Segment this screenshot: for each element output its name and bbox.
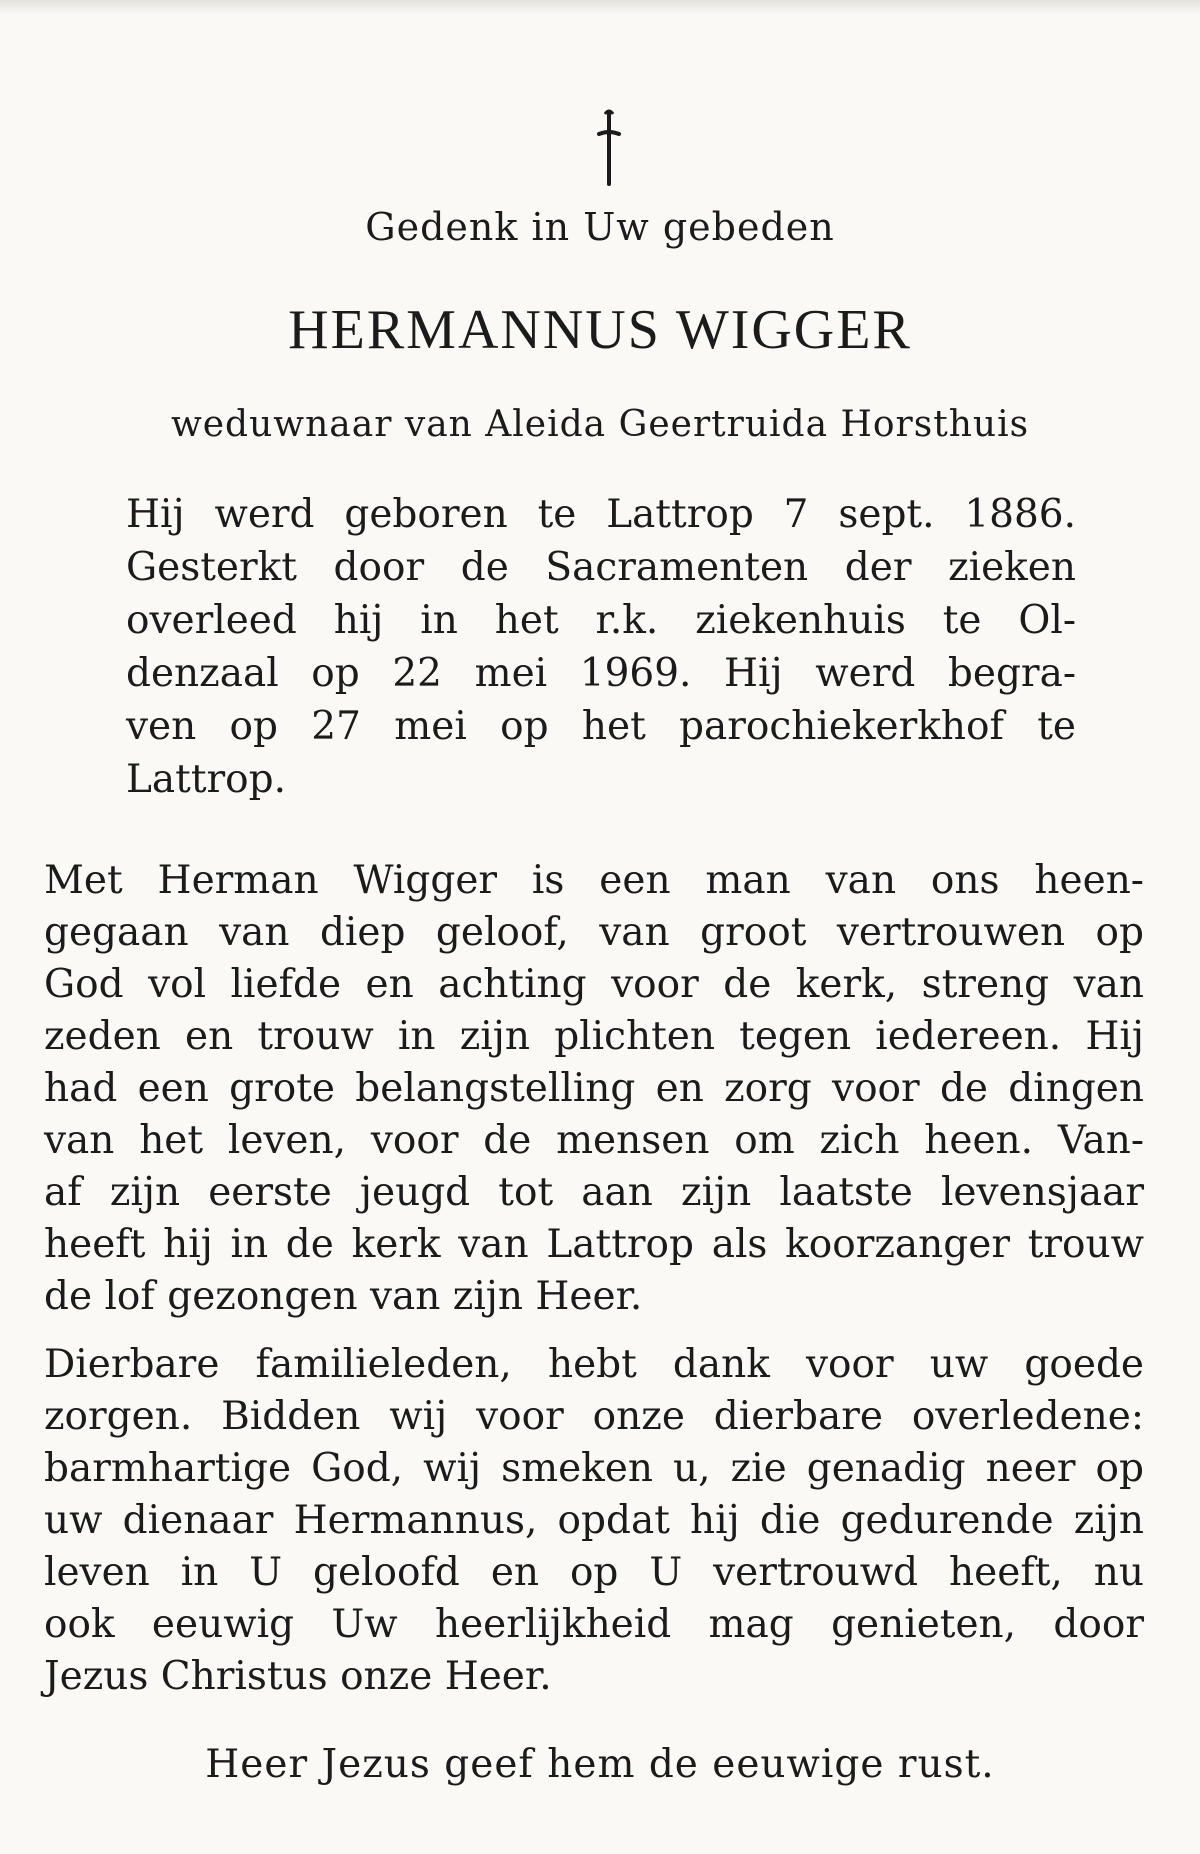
tribute-line: had een grote belangstelling en zorg voor de dingen [44, 1066, 1144, 1111]
closing-prayer: Heer Jezus geef hem de eeuwige rust. [205, 1742, 995, 1787]
remember-heading: Gedenk in Uw gebeden [365, 205, 835, 249]
tribute-line: zeden en trouw in zijn plichten tegen iedereen. Hij [44, 1014, 1144, 1059]
prayer-line: uw dienaar Hermannus, opdat hij die gedurende zijn [44, 1498, 1144, 1543]
prayer-line: Dierbare familieleden, hebt dank voor uw goede [44, 1342, 1144, 1387]
biography-line: denzaal op 22 mei 1969. Hij werd begra- [126, 651, 1076, 696]
tribute-line: Met Herman Wigger is een man van ons heen- [44, 858, 1144, 903]
tribute-line: af zijn eerste jeugd tot aan zijn laatste levensjaar [44, 1170, 1144, 1215]
biography-line: ven op 27 mei op het parochiekerkhof te [126, 704, 1076, 749]
prayer-line: zorgen. Bidden wij voor onze dierbare overledene: [44, 1394, 1144, 1439]
tribute-line: God vol liefde en achting voor de kerk, streng van [44, 962, 1144, 1007]
tribute-line: gegaan van diep geloof, van groot vertrouwen op [44, 910, 1144, 955]
tribute-line: heeft hij in de kerk van Lattrop als koorzanger trouw [44, 1222, 1144, 1267]
deceased-name: HERMANNUS WIGGER [288, 299, 912, 361]
cross-icon [597, 108, 621, 188]
relation-line: weduwnaar van Aleida Geertruida Horsthuis [170, 404, 1030, 445]
tribute-line: van het leven, voor de mensen om zich heen. Van- [44, 1118, 1144, 1163]
biography-line: Lattrop. [126, 757, 286, 802]
tribute-line: de lof gezongen van zijn Heer. [44, 1274, 643, 1319]
biography-line: Gesterkt door de Sacramenten der zieken [126, 545, 1076, 590]
biography-line: overleed hij in het r.k. ziekenhuis te Ol- [126, 598, 1076, 643]
prayer-line: Jezus Christus onze Heer. [44, 1654, 552, 1699]
prayer-line: barmhartige God, wij smeken u, zie genadig neer op [44, 1446, 1144, 1491]
prayer-line: leven in U geloofd en op U vertrouwd heeft, nu [44, 1550, 1144, 1595]
biography-line: Hij werd geboren te Lattrop 7 sept. 1886. [126, 492, 1076, 537]
prayer-line: ook eeuwig Uw heerlijkheid mag genieten, door [44, 1602, 1144, 1647]
